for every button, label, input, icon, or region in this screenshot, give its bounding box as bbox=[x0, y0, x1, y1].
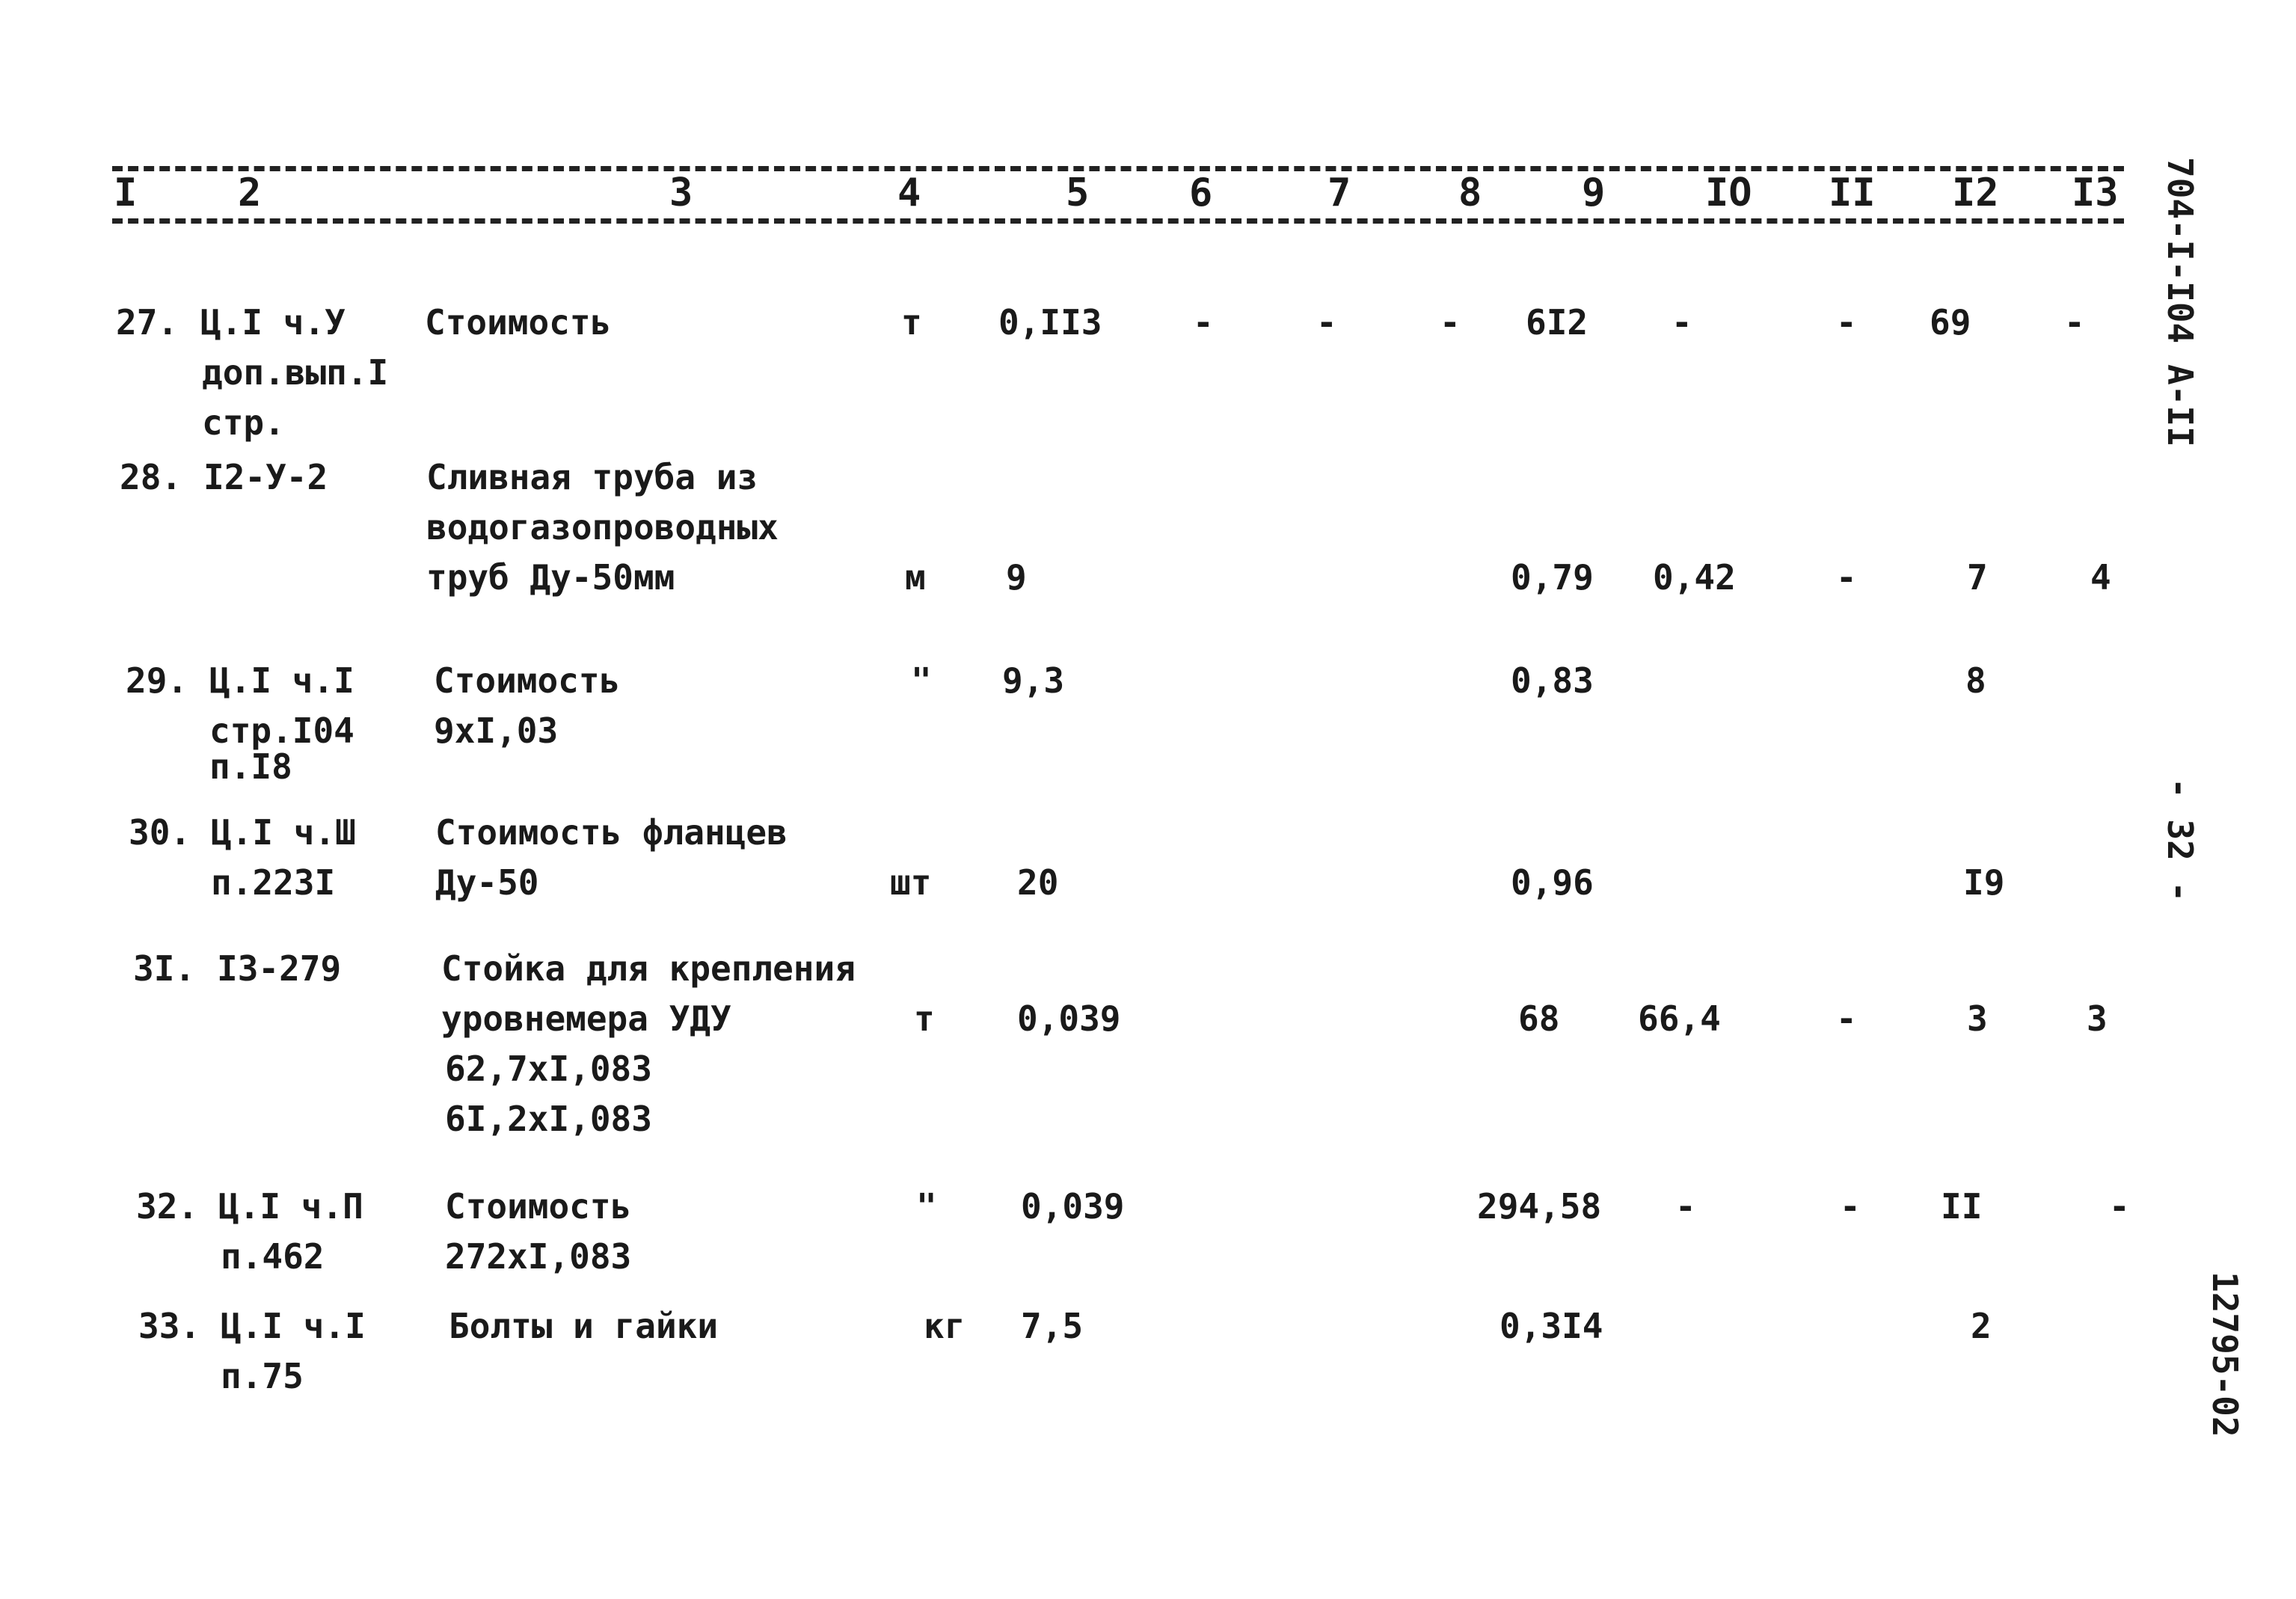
row-number: 32. bbox=[136, 1186, 199, 1227]
col-10-value: 0,42 bbox=[1653, 557, 1736, 598]
col-header-4: 4 bbox=[897, 171, 921, 215]
item-name: 62,7хI,083 bbox=[445, 1049, 652, 1089]
unit: " bbox=[916, 1186, 937, 1227]
ref-line: стр.I04 bbox=[209, 711, 354, 751]
col-header-7: 7 bbox=[1327, 171, 1351, 215]
col-header-5: 5 bbox=[1066, 171, 1090, 215]
ref-line: п.223I bbox=[211, 862, 336, 903]
row-number: 29. bbox=[126, 660, 188, 701]
ref-line: п.462 bbox=[221, 1236, 325, 1277]
col-header-1: I bbox=[114, 171, 138, 215]
col-11-value: - bbox=[1840, 1186, 1861, 1227]
ref-line: п.75 bbox=[221, 1356, 304, 1396]
ref-line: I2-У-2 bbox=[203, 457, 328, 497]
col-header-10: IO bbox=[1705, 171, 1752, 215]
col-12-value: II bbox=[1941, 1186, 1983, 1227]
col-6-value: - bbox=[1193, 302, 1214, 343]
col-13-value: - bbox=[2109, 1186, 2130, 1227]
item-name: 6I,2хI,083 bbox=[445, 1099, 652, 1139]
col-5-value: 9,3 bbox=[1002, 660, 1065, 701]
unit: " bbox=[911, 660, 932, 701]
header-rule-bottom bbox=[112, 218, 2124, 224]
col-header-2: 2 bbox=[238, 171, 262, 215]
ref-line: I3-279 bbox=[217, 948, 342, 989]
col-13-value: 3 bbox=[2087, 998, 2108, 1039]
doc-code: 704-I-I04 А-II bbox=[2160, 157, 2200, 447]
col-13-value: - bbox=[2064, 302, 2085, 343]
unit: м bbox=[905, 557, 926, 598]
item-name: Стоимость bbox=[434, 660, 621, 701]
col-header-9: 9 bbox=[1582, 171, 1606, 215]
row-number: 33. bbox=[138, 1306, 201, 1346]
item-name: 9хI,03 bbox=[434, 711, 559, 751]
ref-line: Ц.I ч.I bbox=[221, 1306, 366, 1346]
col-12-value: I9 bbox=[1963, 862, 2005, 903]
col-9-value: 6I2 bbox=[1526, 302, 1589, 343]
item-name: Стоимость bbox=[425, 302, 612, 343]
col-header-13: I3 bbox=[2072, 171, 2119, 215]
item-name: Стоимость bbox=[445, 1186, 632, 1227]
item-name: Ду-50 bbox=[435, 862, 539, 903]
item-name: Болты и гайки bbox=[449, 1306, 719, 1346]
item-name: Сливная труба из bbox=[426, 457, 758, 497]
col-12-value: 69 bbox=[1930, 302, 1971, 343]
ref-line: Ц.I ч.I bbox=[209, 660, 354, 701]
col-12-value: 8 bbox=[1965, 660, 1986, 701]
col-11-value: - bbox=[1836, 557, 1857, 598]
col-9-value: 68 bbox=[1518, 998, 1560, 1039]
ref-line: Ц.I ч.У bbox=[200, 302, 346, 343]
page-number: - 32 - bbox=[2160, 778, 2200, 903]
col-9-value: 0,79 bbox=[1511, 557, 1594, 598]
ref-line: стр. bbox=[202, 402, 285, 443]
col-5-value: 9 bbox=[1006, 557, 1027, 598]
ref-line: Ц.I ч.П bbox=[218, 1186, 363, 1227]
col-9-value: 294,58 bbox=[1477, 1186, 1602, 1227]
col-5-value: 20 bbox=[1017, 862, 1059, 903]
col-12-value: 3 bbox=[1967, 998, 1988, 1039]
col-header-3: 3 bbox=[669, 171, 693, 215]
col-header-11: II bbox=[1829, 171, 1876, 215]
ref-line: Ц.I ч.Ш bbox=[211, 812, 356, 853]
item-name: уровнемера УДУ bbox=[441, 998, 731, 1039]
unit: т bbox=[914, 998, 935, 1039]
col-12-value: 7 bbox=[1967, 557, 1988, 598]
col-7-value: - bbox=[1316, 302, 1337, 343]
col-9-value: 0,3I4 bbox=[1500, 1306, 1603, 1346]
item-name: Стойка для крепления bbox=[441, 948, 856, 989]
item-name: Стоимость фланцев bbox=[435, 812, 788, 853]
col-9-value: 0,96 bbox=[1511, 862, 1594, 903]
col-header-8: 8 bbox=[1458, 171, 1482, 215]
col-13-value: 4 bbox=[2090, 557, 2111, 598]
archive-number: 12795-02 bbox=[2205, 1271, 2245, 1437]
col-header-12: I2 bbox=[1952, 171, 1999, 215]
col-11-value: - bbox=[1836, 302, 1857, 343]
col-10-value: - bbox=[1672, 302, 1692, 343]
ref-line: п.I8 bbox=[209, 746, 292, 787]
unit: т bbox=[901, 302, 922, 343]
col-11-value: - bbox=[1836, 998, 1857, 1039]
item-name: труб Ду-50мм bbox=[426, 557, 675, 598]
col-5-value: 0,II3 bbox=[998, 302, 1102, 343]
header-rule-top bbox=[112, 166, 2124, 171]
row-number: 3I. bbox=[133, 948, 196, 989]
col-8-value: - bbox=[1440, 302, 1461, 343]
col-12-value: 2 bbox=[1971, 1306, 1992, 1346]
col-header-6: 6 bbox=[1189, 171, 1213, 215]
row-number: 28. bbox=[120, 457, 182, 497]
col-10-value: - bbox=[1675, 1186, 1696, 1227]
col-9-value: 0,83 bbox=[1511, 660, 1594, 701]
col-5-value: 0,039 bbox=[1021, 1186, 1125, 1227]
item-name: 272хI,083 bbox=[445, 1236, 632, 1277]
row-number: 30. bbox=[129, 812, 191, 853]
col-10-value: 66,4 bbox=[1638, 998, 1721, 1039]
unit: кг bbox=[924, 1306, 966, 1346]
item-name: водогазопроводных bbox=[426, 507, 779, 547]
row-number: 27. bbox=[116, 302, 179, 343]
unit: шт bbox=[890, 862, 932, 903]
ref-line: доп.вып.I bbox=[202, 352, 389, 393]
col-5-value: 0,039 bbox=[1017, 998, 1121, 1039]
col-5-value: 7,5 bbox=[1021, 1306, 1084, 1346]
